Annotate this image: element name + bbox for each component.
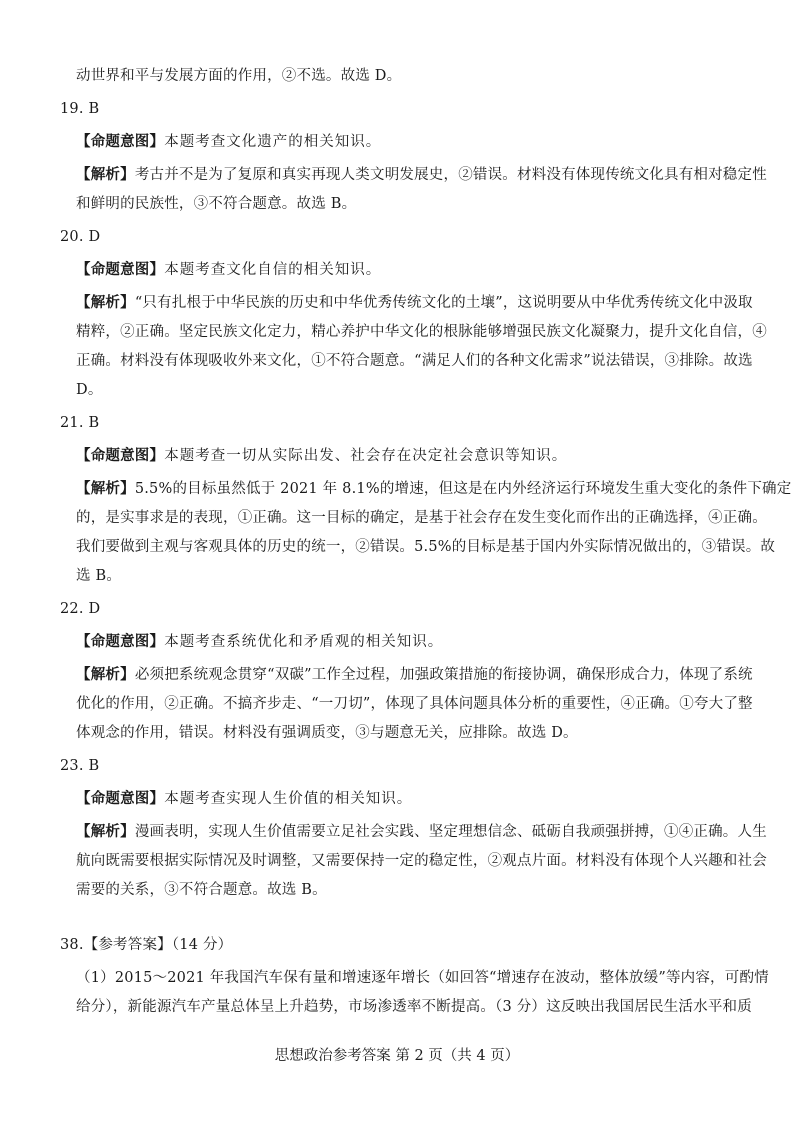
text-line bbox=[76, 194, 356, 214]
question-number bbox=[60, 599, 100, 619]
line-text: 选 B。 bbox=[76, 568, 122, 584]
text-line bbox=[76, 566, 121, 586]
text-line bbox=[76, 508, 767, 528]
text-line bbox=[76, 446, 567, 466]
section-tag: 【解析】 bbox=[76, 666, 135, 683]
line-text: 22. D bbox=[60, 601, 101, 617]
line-text: 优化的作用，②正确。不搞齐步走、“一刀切”，体现了具体问题具体分析的重要性，④正确。①夸大了整 bbox=[76, 696, 753, 712]
line-text: 本题考查文化遗产的相关知识。 bbox=[164, 134, 382, 150]
line-text: 给分），新能源汽车产量总体呈上升趋势，市场渗透率不断提高。（3 分）这反映出我国居民生活水平和质 bbox=[76, 999, 752, 1015]
text-line bbox=[76, 293, 753, 313]
section-tag: 【命题意图】 bbox=[76, 633, 165, 650]
section-tag: 【命题意图】 bbox=[76, 447, 165, 464]
text-line bbox=[76, 165, 767, 185]
question-number bbox=[60, 99, 99, 119]
text-line bbox=[76, 322, 767, 342]
text-line bbox=[76, 880, 327, 900]
text-line bbox=[76, 723, 578, 743]
page-footer: 思想政治参考答案 第 2 页（共 4 页） bbox=[274, 1048, 520, 1064]
line-text: 本题考查一切从实际出发、社会存在决定社会意识等知识。 bbox=[164, 448, 568, 464]
text-line bbox=[76, 632, 443, 652]
line-text: 20. D bbox=[60, 229, 101, 245]
line-text: 考古并不是为了复原和真实再现人类文明发展史，②错误。材料没有体现传统文化具有相对稳定性 bbox=[134, 167, 767, 183]
line-text: 21. B bbox=[60, 415, 100, 431]
line-text: 5.5%的目标虽然低于 2021 年 8.1%的增速，但这是在内外经济运行环境发生重大变化的条件下确定 bbox=[134, 481, 792, 497]
line-text: 38.【参考答案】（14 分） bbox=[60, 937, 233, 953]
line-text: 正确。材料没有体现吸收外来文化，①不符合题意。“满足人们的各种文化需求”说法错误，③排除。故选 bbox=[76, 353, 753, 369]
section-tag: 【解析】 bbox=[76, 823, 135, 840]
section-tag: 【命题意图】 bbox=[76, 790, 165, 807]
section-tag: 【命题意图】 bbox=[76, 261, 165, 278]
text-line bbox=[76, 479, 791, 499]
text-line bbox=[76, 665, 753, 685]
section-tag: 【解析】 bbox=[76, 294, 135, 311]
line-text: 动世界和平与发展方面的作用，②不选。故选 D。 bbox=[76, 68, 402, 84]
text-line bbox=[76, 694, 753, 714]
line-text: 体观念的作用，错误。材料没有强调质变，③与题意无关，应排除。故选 D。 bbox=[76, 725, 578, 741]
answer-heading bbox=[60, 935, 232, 955]
text-line bbox=[76, 260, 381, 280]
line-text: （1）2015～2021 年我国汽车保有量和增速逐年增长（如回答“增速存在波动，整体放缓”等内容，可酌情 bbox=[76, 970, 769, 986]
question-number bbox=[60, 413, 99, 433]
line-text: 航向既需要根据实际情况及时调整，又需要保持一定的稳定性，②观点片面。材料没有体现个人兴趣和社会 bbox=[76, 853, 767, 869]
line-text: 需要的关系，③不符合题意。故选 B。 bbox=[76, 882, 327, 898]
text-line bbox=[76, 380, 103, 400]
line-text: 本题考查实现人生价值的相关知识。 bbox=[164, 791, 413, 807]
text-line bbox=[76, 997, 752, 1017]
line-text: 本题考查文化自信的相关知识。 bbox=[164, 262, 382, 278]
section-tag: 【解析】 bbox=[76, 480, 135, 497]
line-text: 19. B bbox=[60, 101, 100, 117]
text-line bbox=[76, 537, 775, 557]
section-tag: 【命题意图】 bbox=[76, 133, 165, 150]
text-line bbox=[76, 822, 767, 842]
text-line bbox=[76, 132, 381, 152]
question-number bbox=[60, 756, 99, 776]
text-line bbox=[76, 968, 769, 988]
line-text: 本题考查系统优化和矛盾观的相关知识。 bbox=[164, 634, 444, 650]
line-text: 的，是实事求是的表现，①正确。这一目标的确定，是基于社会存在发生变化而作出的正确选择，④正确。 bbox=[76, 510, 767, 526]
line-text: 我们要做到主观与客观具体的历史的统一，②错误。5.5%的目标是基于国内外实际情况做出的，③错误。故 bbox=[76, 539, 776, 555]
line-text: 漫画表明，实现人生价值需要立足社会实践、坚定理想信念、砥砺自我顽强拼搏，①④正确。人生 bbox=[134, 824, 767, 840]
line-text: 必须把系统观念贯穿“双碳”工作全过程，加强政策措施的衔接协调，确保形成合力，体现了系统 bbox=[134, 667, 753, 683]
line-text: “只有扎根于中华民族的历史和中华优秀传统文化的土壤”，这说明要从中华优秀传统文化中汲取 bbox=[134, 295, 753, 311]
line-text: 和鲜明的民族性，③不符合题意。故选 B。 bbox=[76, 196, 357, 212]
line-text: D。 bbox=[76, 382, 103, 398]
text-line bbox=[76, 851, 767, 871]
line-text: 精粹，②正确。坚定民族文化定力，精心养护中华文化的根脉能够增强民族文化凝聚力，提升文化自信，④ bbox=[76, 324, 767, 340]
line-text: 23. B bbox=[60, 758, 100, 774]
question-number bbox=[60, 227, 100, 247]
text-line bbox=[76, 351, 753, 371]
text-line bbox=[76, 789, 412, 809]
section-tag: 【解析】 bbox=[76, 166, 135, 183]
text-line bbox=[76, 66, 401, 86]
